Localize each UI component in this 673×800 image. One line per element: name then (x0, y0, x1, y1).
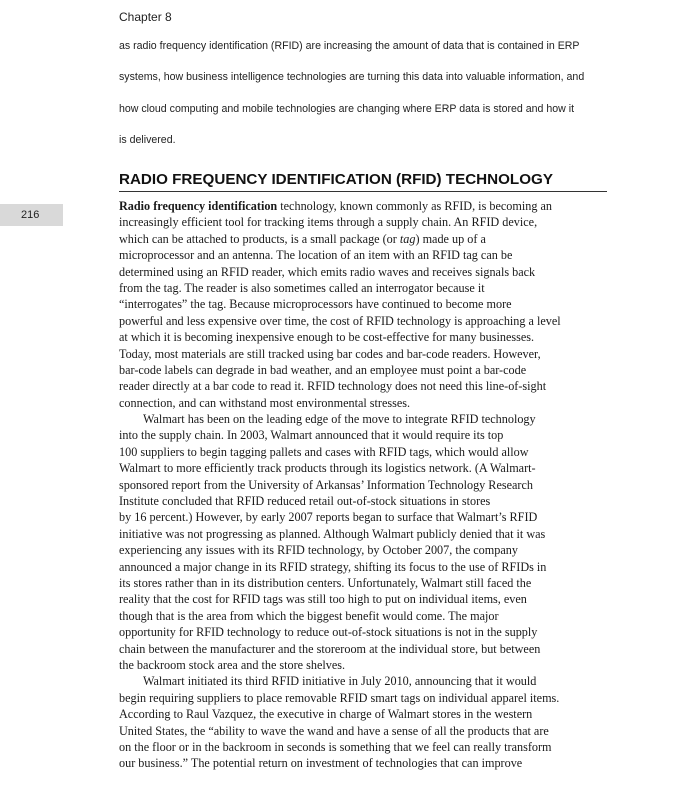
body-line: at which it is becoming inexpensive enough to be cost-effective for many businesses. (119, 330, 535, 345)
body-line: from the tag. The reader is also sometimes called an interrogator because it (119, 280, 485, 295)
body-text (119, 198, 607, 772)
body-line: our business.” The potential return on investment of technologies that can improve (119, 756, 523, 771)
body-line: bar-code labels can degrade in bad weather, and an employee must point a bar-code (119, 362, 527, 377)
body-line: “interrogates” the tag. Because microprocessors have continued to become more (119, 297, 512, 312)
body-line: on the floor or in the backroom in seconds is something that we feel can really transform (119, 739, 552, 754)
body-line: begin requiring suppliers to place removable RFID smart tags on individual apparel items. (119, 690, 560, 705)
body-line: initiative was not progressing as planned. Although Walmart publicly denied that it was (119, 526, 546, 541)
page-number: 216 (21, 209, 40, 221)
body-line: 100 suppliers to begin tagging pallets and cases with RFID tags, which would allow (119, 444, 529, 459)
body-line: into the supply chain. In 2003, Walmart announced that it would require its top (119, 428, 504, 443)
text-run: which can be attached to products, is a small package (or (119, 231, 400, 246)
body-line: Walmart to more efficiently track products through its logistics network. (A Walmart- (119, 461, 536, 476)
intro-line: is delivered. (119, 133, 176, 146)
body-line (119, 198, 607, 214)
body-line: by 16 percent.) However, by early 2007 reports began to surface that Walmart’s RFID (119, 510, 538, 525)
body-line: microprocessor and an antenna. The location of an item with an RFID tag can be (119, 248, 513, 263)
body-line: sponsored report from the University of Arkansas’ Information Technology Research (119, 477, 533, 492)
body-line: experiencing any issues with its RFID technology, by October 2007, the company (119, 543, 518, 558)
italic-term: tag (399, 231, 416, 246)
body-line: Walmart initiated its third RFID initiative in July 2010, announcing that it would (143, 674, 537, 689)
body-line: chain between the manufacturer and the storeroom at the individual store, but between (119, 641, 541, 656)
body-line: announced a major change in its RFID strategy, shifting its focus to the use of RFIDs in (119, 559, 547, 574)
body-line: the backroom stock area and the store shelves. (119, 657, 346, 672)
title-rule (119, 191, 607, 192)
body-line: powerful and less expensive over time, the cost of RFID technology is approaching a level (119, 313, 561, 328)
body-line: though that is the area from which the biggest benefit would come. The major (119, 608, 499, 623)
intro-line: systems, how business intelligence technologies are turning this data into valuable information, and (119, 71, 585, 84)
body-line: increasingly efficient tool for tracking items through a supply chain. An RFID device, (119, 215, 538, 230)
body-line: Institute concluded that RFID reduced retail out-of-stock situations in stores (119, 494, 491, 509)
text-run: ) made up of a (415, 231, 486, 246)
intro-line: as radio frequency identification (RFID) are increasing the amount of data that is contained in ERP (119, 40, 580, 52)
body-line: connection, and can withstand most environmental stresses. (119, 395, 411, 410)
body-line: determined using an RFID reader, which emits radio waves and receives signals back (119, 264, 536, 279)
body-line: According to Raul Vazquez, the executive in charge of Walmart stores in the western (119, 707, 533, 722)
intro-line: how cloud computing and mobile technologies are changing where ERP data is stored and how it (119, 102, 575, 115)
running-head: Chapter 8 (119, 10, 172, 24)
key-term: Radio frequency identification (119, 199, 278, 213)
body-line: United States, the “ability to wave the wand and have a sense of all the products that are (119, 723, 549, 738)
section-title: RADIO FREQUENCY IDENTIFICATION (RFID) TECHNOLOGY (119, 171, 553, 188)
body-line (119, 231, 607, 247)
body-line: opportunity for RFID technology to reduce out-of-stock situations is not in the supply (119, 625, 538, 640)
body-line: Today, most materials are still tracked using bar codes and bar-code readers. However, (119, 346, 541, 361)
body-line: reader directly at a bar code to read it. RFID technology does not need this line-of-sight (119, 379, 547, 394)
text-run: technology, known commonly as RFID, is becoming an (277, 199, 552, 213)
intro-paragraph (119, 38, 607, 163)
body-line: its stores rather than in its distribution centers. Unfortunately, Walmart still faced the (119, 575, 532, 590)
body-line: reality that the cost for RFID tags was still too high to put on individual items, even (119, 592, 527, 607)
body-line: Walmart has been on the leading edge of the move to integrate RFID technology (143, 412, 536, 427)
